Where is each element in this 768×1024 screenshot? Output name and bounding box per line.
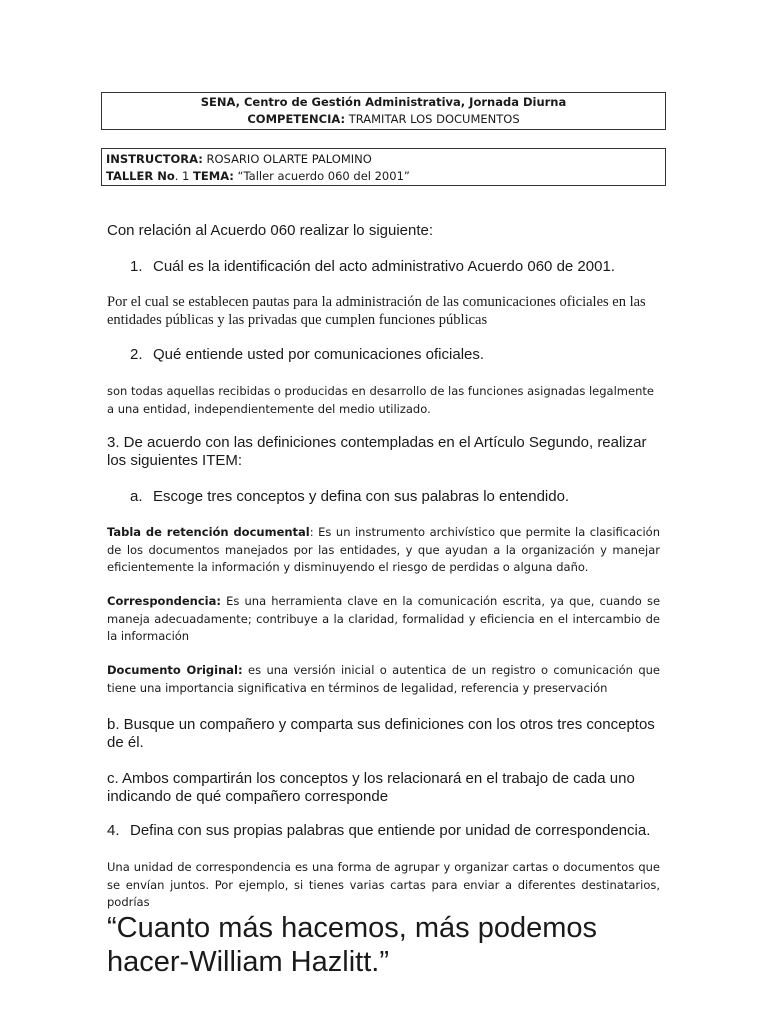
header-box: [101, 92, 666, 130]
taller-number: . 1: [174, 169, 194, 183]
question-1-number: 1.: [130, 258, 143, 275]
definition-text: Es una herramienta clave en la comunicación escrita, ya que, cuando se maneja adecuadamente; contribuye a la claridad, formalidad y eficiencia en el intercambio de la información: [107, 594, 661, 643]
tema-label: TEMA:: [193, 169, 234, 183]
answer-4: Una unidad de correspondencia es una forma de agrupar y organizar cartas o documentos que se envían juntos. Por ejemplo, si tienes varias cartas para enviar a diferentes destinatarios, podrías: [107, 860, 660, 909]
closing-quote: “Cuanto más hacemos, más podemos hacer-William Hazlitt.”: [107, 912, 597, 978]
question-3: 3. De acuerdo con las definiciones contempladas en el Artículo Segundo, realizar los siguientes ITEM:: [107, 434, 647, 469]
question-4-text: Defina con sus propias palabras que entiende por unidad de correspondencia.: [130, 822, 651, 839]
question-3a: [130, 488, 660, 506]
intro-text: Con relación al Acuerdo 060 realizar lo siguiente:: [107, 222, 434, 239]
competencia-label: COMPETENCIA:: [247, 112, 346, 126]
question-3a-text: Escoge tres conceptos y defina con sus palabras lo entendido.: [153, 488, 570, 505]
question-4-number: 4.: [107, 822, 120, 839]
question-4: [107, 822, 660, 840]
question-2-number: 2.: [130, 346, 143, 363]
definition-term: Correspondencia:: [107, 594, 221, 608]
instructora-value: ROSARIO OLARTE PALOMINO: [202, 152, 372, 166]
header-line1: SENA, Centro de Gestión Administrativa, Jornada Diurna: [200, 95, 567, 109]
answer-2: son todas aquellas recibidas o producidas en desarrollo de las funciones asignadas legalmente a una entidad, independientemente del medio utilizado.: [107, 384, 654, 416]
question-1: [130, 258, 660, 276]
definition-term: Tabla de retención documental: [107, 525, 310, 539]
question-3a-letter: a.: [130, 488, 143, 505]
definition-term: Documento Original:: [107, 663, 243, 677]
question-1-text: Cuál es la identificación del acto administrativo Acuerdo 060 de 2001.: [153, 258, 615, 275]
tema-value: “Taller acuerdo 060 del 2001”: [233, 169, 410, 183]
answer-1: Por el cual se establecen pautas para la administración de las comunicaciones oficiales en las entidades públicas y las privadas que cumplen funciones públicas: [107, 294, 646, 328]
question-c: c. Ambos compartirán los conceptos y los relacionará en el trabajo de cada uno indicando de qué compañero corresponde: [107, 770, 635, 805]
taller-label: TALLER No: [106, 169, 175, 183]
instructora-label: INSTRUCTORA:: [106, 152, 203, 166]
competencia-value: TRAMITAR LOS DOCUMENTOS: [345, 112, 520, 126]
definition-text: Es un instrumento archivístico que permite la clasificación de los documentos manejados por las entidades, y que ayudan a la organización y manejar eficientemente la información y disminuyendo el riesgo de perdidas o alguna daño.: [107, 525, 660, 574]
definition-tabla-retencion: Tabla de retención documental: Es un instrumento archivístico que permite la clasificación de los documentos manejados por las entidades, y que ayudan a la organización y manejar eficientemente la información y disminuyendo el riesgo de perdidas o alguna daño.: [107, 525, 660, 574]
definition-documento-original: [107, 662, 660, 697]
definition-correspondencia: [107, 593, 660, 646]
question-2: [130, 346, 660, 364]
question-b: b. Busque un compañero y comparta sus definiciones con los otros tres conceptos de él.: [107, 716, 655, 751]
definition-text: es una versión inicial o autentica de un registro o comunicación que tiene una importancia significativa en términos de legalidad, referencia y preservación: [107, 663, 661, 695]
question-2-text: Qué entiende usted por comunicaciones oficiales.: [153, 346, 485, 363]
info-box: [101, 148, 666, 186]
